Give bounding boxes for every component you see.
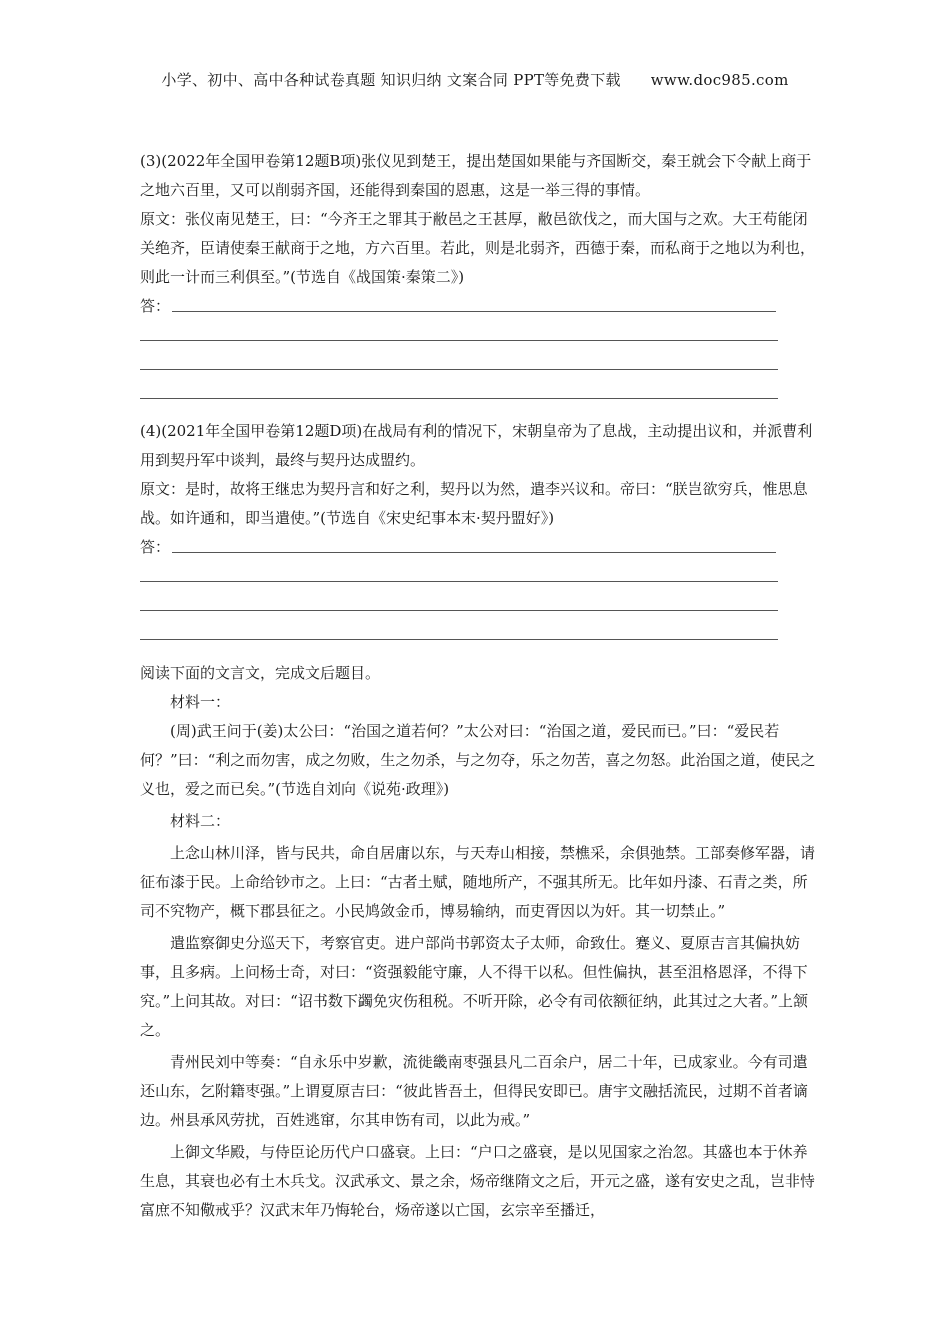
header-promo-text: 小学、初中、高中各种试卷真题 知识归纳 文案合同 PPT等免费下载 bbox=[161, 71, 621, 89]
answer-rule bbox=[172, 552, 776, 553]
material-1-title: 材料一： bbox=[170, 693, 231, 711]
question-4: (4)(2021年全国甲卷第12题D项)在战局有利的情况下，宋朝皇帝为了息战，主动提出议和，并派曹利用到契丹军中谈判，最终与契丹达成盟约。 bbox=[140, 422, 813, 469]
header-url[interactable]: www.doc985.com bbox=[650, 71, 789, 89]
answer-line-3-3[interactable] bbox=[140, 350, 822, 379]
material-2-paragraph-4: 上御文华殿，与侍臣论历代户口盛衰。上曰：“户口之盛衰，是以见国家之治忽。其盛也本于休养生息，其衰也必有土木兵戈。汉武承文、景之余，炀帝继隋文之后，开元之盛，遂有安史之乱，岂非恃富庶不知儆戒乎？汉武末年乃悔轮台，炀帝遂以亡国，玄宗辛至播迁， bbox=[140, 1143, 816, 1219]
answer-line-3-2[interactable] bbox=[140, 321, 822, 350]
answer-label-4: 答： bbox=[140, 538, 171, 556]
material-2-paragraph-2: 遣监察御史分巡天下，考察官吏。进户部尚书郭资太子太师，命致仕。蹇义、夏原吉言其偏执妨事，且多病。上问杨士奇，对曰：“资强毅能守廉，人不得干以私。但性偏执，甚至沮格恩泽，不得下究。”上问其故。对曰：“诏书数下蠲免灾伤租税。不听开除，必令有司依额征纳，此其过之大者。”上颔之。 bbox=[140, 934, 809, 1039]
question-3: (3)(2022年全国甲卷第12题B项)张仪见到楚王，提出楚国如果能与齐国断交，秦王就会下令献上商于之地六百里，又可以削弱齐国，还能得到秦国的恩惠，这是一举三得的事情。 bbox=[140, 152, 812, 199]
material-2-paragraph-3: 青州民刘中等奏：“自永乐中岁歉，流徙畿南枣强县凡二百余户，居二十年，已成家业。今有司遣还山东，乞附籍枣强。”上谓夏原吉曰：“彼此皆吾土，但得民安即已。唐宇文融括流民，过期不首者谪边。州县承风劳扰，百姓逃窜，尔其申饬有司，以此为戒。” bbox=[140, 1053, 808, 1129]
answer-line-4-4[interactable] bbox=[140, 620, 822, 649]
answer-line-4-2[interactable] bbox=[140, 562, 822, 591]
answer-label-3: 答： bbox=[140, 297, 171, 315]
answer-line-4-3[interactable] bbox=[140, 591, 822, 620]
answer-line-4-first[interactable] bbox=[140, 533, 822, 562]
original-text-3: 原文：张仪南见楚王，曰：“今齐王之罪其于敝邑之王甚厚，敝邑欲伐之，而大国与之欢。大王苟能闭关绝齐，臣请使秦王献商于之地，方六百里。若此，则是北弱齐，西德于秦，而私商于之地以为利也，则此一计而三利俱至。”(节选自《战国策·秦策二》) bbox=[140, 210, 816, 286]
answer-line-3-first[interactable] bbox=[140, 292, 822, 321]
answer-line-3-4[interactable] bbox=[140, 379, 822, 408]
material-2-title: 材料二： bbox=[170, 812, 231, 830]
material-2-paragraph-1: 上念山林川泽，皆与民共，命自居庸以东，与天寿山相接，禁樵采，余俱弛禁。工部奏修军器，请征布漆于民。上命给钞市之。上曰：“古者土赋，随地所产，不强其所无。比年如丹漆、石青之类，所司不究物产，概下郡县征之。小民鸠敛金币，博易输纳，而吏胥因以为奸。其一切禁止。” bbox=[140, 844, 816, 920]
reading-instruction: 阅读下面的文言文，完成文后题目。 bbox=[140, 664, 381, 682]
document-body bbox=[140, 147, 822, 1225]
material-1-text: (周)武王问于(姜)太公曰：“治国之道若何？”太公对曰：“治国之道，爱民而已。”曰：“爱民若何？”曰：“利之而勿害，成之勿败，生之勿杀，与之勿夺，乐之勿苦，喜之勿怒。此治国之道，使民之义也，爱之而已矣。”(节选自刘向《说苑·政理》) bbox=[140, 722, 816, 798]
page-header bbox=[0, 69, 950, 90]
answer-rule bbox=[172, 311, 776, 312]
original-text-4: 原文：是时，故将王继忠为契丹言和好之利，契丹以为然，遣李兴议和。帝曰：“朕岂欲穷兵，惟思息战。如许通和，即当遣使。”(节选自《宋史纪事本末·契丹盟好》) bbox=[140, 480, 808, 527]
